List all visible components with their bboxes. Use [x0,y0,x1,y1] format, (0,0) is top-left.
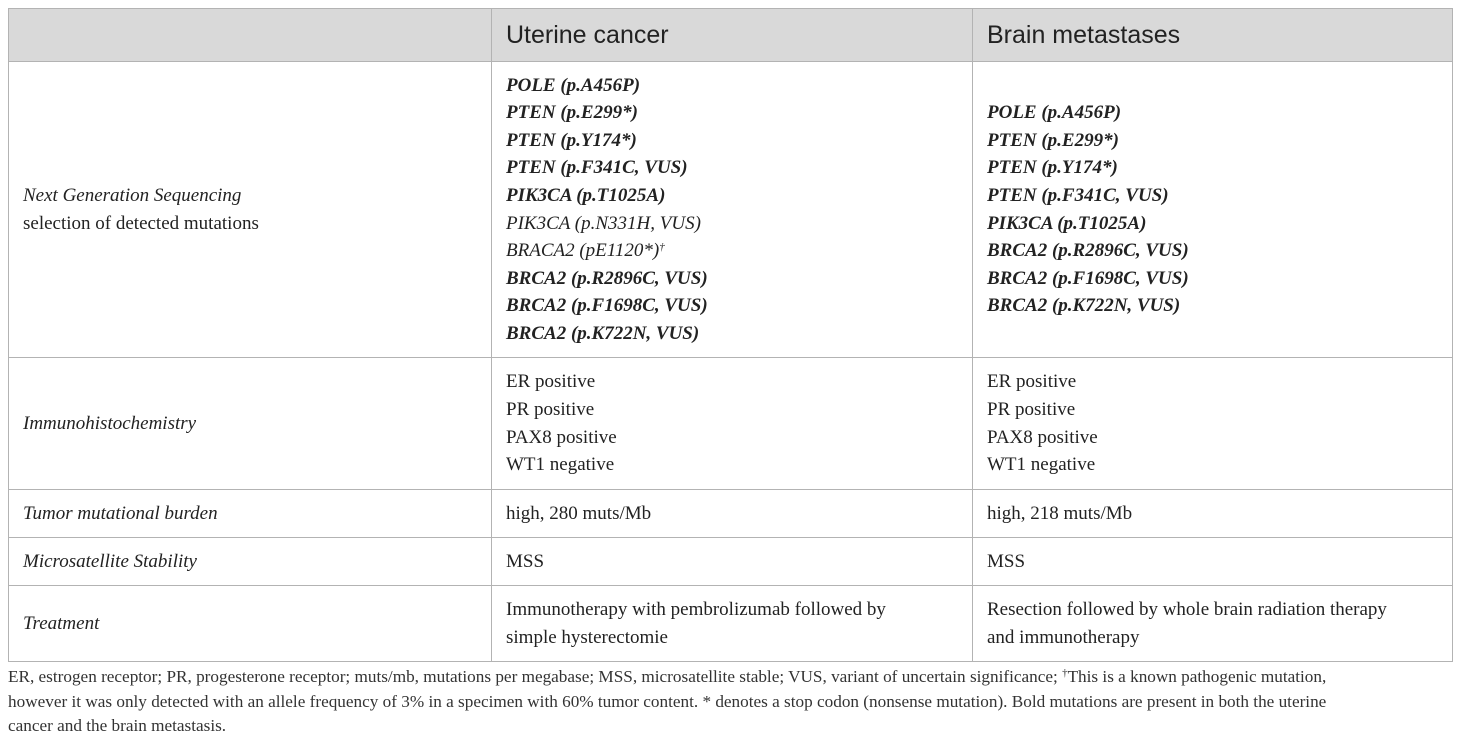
header-brain-metastases: Brain metastases [973,9,1453,62]
row-label-ihc: Immunohistochemistry [9,358,492,490]
table-header-row [9,9,1453,62]
footnote-text-1a: ER, estrogen receptor; PR, progesterone receptor; muts/mb, mutations per megabase; MSS, microsatellite stable; VUS, variant of uncertain significance; [8,667,1063,686]
footnote-text-1b: This is a known pathogenic mutation, [1067,667,1327,686]
mutation-entry [987,292,1438,320]
mutation-entry [987,127,1438,155]
ihc-marker: PAX8 positive [506,426,617,448]
mutation-comparison-table [8,8,1453,662]
ihc-uterine-cell [492,358,973,490]
treatment-line: and immunotherapy [987,626,1140,648]
row-label-tmb: Tumor mutational burden [9,490,492,538]
mutation-text: PTEN (p.Y174*) [987,157,1118,179]
mutation-text: PIK3CA (p.T1025A) [987,212,1147,234]
mutation-entry [987,265,1438,293]
mutation-text: PTEN (p.E299*) [506,102,638,124]
mutation-text: BRCA2 (p.K722N, VUS) [987,295,1181,317]
ihc-marker: PR positive [987,398,1076,420]
table-row-msi [9,538,1453,586]
ngs-label-line1: Next Generation Sequencing [23,184,242,206]
mutation-text: PTEN (p.Y174*) [506,129,637,151]
table-row-tmb [9,490,1453,538]
mutation-text: PIK3CA (p.T1025A) [506,184,666,206]
tmb-brain-cell: high, 218 muts/Mb [973,490,1453,538]
tmb-uterine-cell: high, 280 muts/Mb [492,490,973,538]
ngs-brain-cell [973,62,1453,358]
ihc-marker: ER positive [987,371,1077,393]
treatment-line: simple hysterectomie [506,626,668,648]
mutation-entry [506,237,958,265]
header-empty-cell [9,9,492,62]
mutation-entry [506,320,958,348]
mutation-text: PIK3CA (p.N331H, VUS) [506,212,701,234]
mutation-entry [987,99,1438,127]
mutation-entry [506,182,958,210]
mutation-text: BRCA2 (p.R2896C, VUS) [506,267,708,289]
table-row-ihc [9,358,1453,490]
mutation-text: POLE (p.A456P) [987,102,1122,124]
row-label-treatment: Treatment [9,586,492,662]
header-uterine-cancer: Uterine cancer [492,9,973,62]
table-row-treatment [9,586,1453,662]
ngs-uterine-cell [492,62,973,358]
msi-brain-cell: MSS [973,538,1453,586]
treatment-brain-cell [973,586,1453,662]
footnote-text-3: cancer and the brain metastasis. [8,716,227,735]
mutation-text: BRCA2 (p.R2896C, VUS) [987,240,1189,262]
mutation-entry [506,72,958,100]
mutation-entry [987,182,1438,210]
treatment-uterine-cell [492,586,973,662]
ihc-marker: PAX8 positive [987,426,1098,448]
dagger-mark: † [659,241,665,254]
mutation-text: BRCA2 (p.F1698C, VUS) [987,267,1189,289]
treatment-line: Resection followed by whole brain radiation therapy [987,598,1387,620]
mutation-text: PTEN (p.F341C, VUS) [506,157,688,179]
mutation-entry [506,99,958,127]
footnote-text-2: however it was only detected with an allele frequency of 3% in a specimen with 60% tumor content. * denotes a stop codon (nonsense mutation). Bold mutations are present in both the uterine [8,691,1327,711]
mutation-text: POLE (p.A456P) [506,74,641,96]
ihc-brain-cell [973,358,1453,490]
ihc-marker: ER positive [506,371,596,393]
mutation-entry [987,237,1438,265]
msi-uterine-cell: MSS [492,538,973,586]
dagger-mark: † [1062,667,1068,679]
mutation-text: PTEN (p.E299*) [987,129,1119,151]
table-footnote [8,665,1458,739]
table-row-ngs [9,62,1453,358]
ihc-marker: WT1 negative [506,454,615,476]
mutation-entry [506,210,958,238]
mutation-text: PTEN (p.F341C, VUS) [987,184,1169,206]
mutation-entry [506,154,958,182]
ngs-label-line2: selection of detected mutations [23,212,259,234]
mutation-entry [506,292,958,320]
mutation-text: BRCA2 (p.F1698C, VUS) [506,295,708,317]
mutation-entry [506,265,958,293]
row-label-msi: Microsatellite Stability [9,538,492,586]
mutation-text: BRCA2 (p.K722N, VUS) [506,322,700,344]
row-label-ngs [9,62,492,358]
mutation-entry [987,154,1438,182]
ihc-marker: WT1 negative [987,454,1096,476]
mutation-text: BRACA2 (pE1120*) [506,240,660,262]
ihc-marker: PR positive [506,398,595,420]
mutation-entry [987,210,1438,238]
mutation-entry [506,127,958,155]
treatment-line: Immunotherapy with pembrolizumab followed by [506,598,886,620]
